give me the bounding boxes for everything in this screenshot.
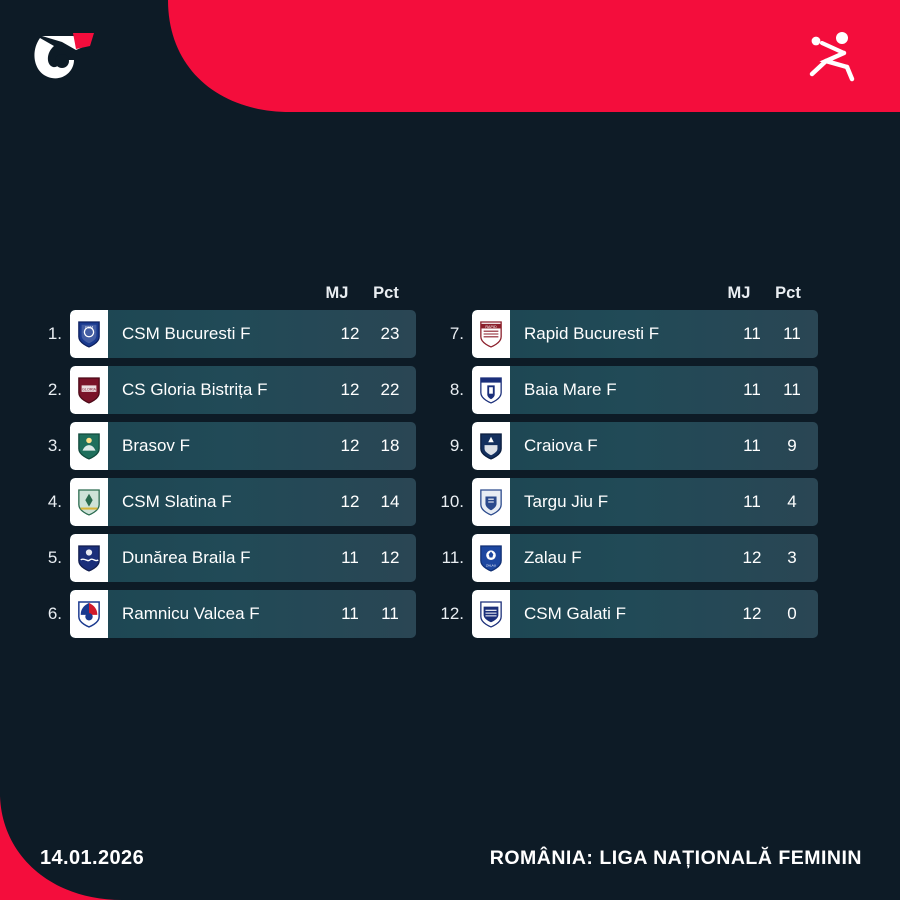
standings-column-right — [438, 280, 818, 646]
team-row-body[interactable] — [70, 366, 416, 414]
matches-played: 12 — [340, 492, 360, 511]
rank-label: 5. — [47, 548, 62, 567]
team-row-body[interactable] — [70, 590, 416, 638]
table-row[interactable] — [438, 534, 818, 582]
team-row-body[interactable] — [70, 534, 416, 582]
rank-label: 3. — [47, 436, 62, 455]
team-name: Brasov F — [122, 436, 191, 455]
crest-brasov — [70, 422, 108, 470]
matches-played: 11 — [743, 436, 761, 455]
rank-label: 7. — [449, 324, 464, 343]
flashscore-logo-icon — [32, 30, 96, 82]
table-row[interactable] — [36, 590, 416, 638]
team-name: Targu Jiu F — [524, 492, 609, 511]
team-row-body[interactable] — [472, 422, 818, 470]
points: 11 — [783, 380, 801, 399]
crest-baia-mare — [472, 366, 510, 414]
team-name: Baia Mare F — [524, 380, 617, 399]
rank-label: 9. — [449, 436, 464, 455]
points: 22 — [380, 380, 400, 399]
table-row[interactable] — [36, 422, 416, 470]
column-header-right — [438, 280, 818, 310]
team-name: CSM Bucuresti F — [122, 324, 251, 343]
points: 3 — [787, 548, 797, 567]
svg-text:CSM: CSM — [84, 325, 94, 330]
points: 11 — [381, 604, 399, 623]
rank-label: 6. — [47, 604, 62, 623]
team-row-body[interactable] — [70, 310, 416, 358]
crest-rapid-bucuresti — [472, 310, 510, 358]
table-row[interactable] — [438, 366, 818, 414]
team-name: Ramnicu Valcea F — [122, 604, 260, 623]
crest-ramnicu-valcea — [70, 590, 108, 638]
svg-text:GLORIA: GLORIA — [82, 387, 96, 392]
header-mj: MJ — [325, 284, 349, 302]
handball-player-icon — [802, 27, 860, 85]
table-row[interactable] — [36, 366, 416, 414]
team-name: Craiova F — [524, 436, 598, 455]
matches-played: 11 — [743, 492, 761, 511]
rank-label: 2. — [47, 380, 62, 399]
table-row[interactable] — [36, 478, 416, 526]
header-bar — [0, 0, 900, 112]
rank-label: 11. — [441, 548, 464, 567]
points: 18 — [380, 436, 400, 455]
crest-gloria-bistrita — [70, 366, 108, 414]
svg-text:ZALAU: ZALAU — [485, 563, 497, 568]
crest-csm-bucuresti — [70, 310, 108, 358]
points: 11 — [783, 324, 801, 343]
rank-label: 1. — [47, 324, 62, 343]
team-name: Zalau F — [524, 548, 582, 567]
table-row[interactable] — [438, 422, 818, 470]
crest-csm-galati — [472, 590, 510, 638]
matches-played: 12 — [340, 324, 360, 343]
table-row[interactable] — [438, 590, 818, 638]
matches-played: 11 — [341, 604, 359, 623]
crest-dunarea-braila — [70, 534, 108, 582]
rank-label: 4. — [47, 492, 62, 511]
header-pct: Pct — [373, 284, 399, 302]
match-date: 14.01.2026 — [40, 847, 145, 869]
footer-bar — [0, 792, 900, 900]
league-name: ROMÂNIA: LIGA NAȚIONALĂ FEMININ — [489, 847, 862, 869]
team-name: CSM Galati F — [524, 604, 627, 623]
standings-column-left — [36, 280, 416, 646]
crest-targu-jiu — [472, 478, 510, 526]
matches-played: 11 — [743, 380, 761, 399]
matches-played: 12 — [742, 604, 762, 623]
points: 4 — [787, 492, 797, 511]
table-row[interactable] — [438, 478, 818, 526]
matches-played: 12 — [742, 548, 762, 567]
team-row-body[interactable] — [472, 478, 818, 526]
team-name: Dunărea Braila F — [122, 548, 251, 567]
header-accent-shape — [0, 0, 900, 112]
matches-played: 11 — [341, 548, 359, 567]
team-name: Rapid Bucuresti F — [524, 324, 660, 343]
team-row-body[interactable] — [70, 478, 416, 526]
footer-accent-shape — [0, 792, 265, 900]
points: 14 — [380, 492, 400, 511]
team-row-body[interactable] — [472, 366, 818, 414]
points: 9 — [787, 436, 797, 455]
points: 12 — [380, 548, 400, 567]
svg-text:RAPID: RAPID — [485, 324, 497, 329]
header-pct: Pct — [775, 284, 801, 302]
table-row[interactable] — [438, 310, 818, 358]
crest-csm-slatina — [70, 478, 108, 526]
rank-label: 12. — [440, 604, 464, 623]
table-row[interactable] — [36, 534, 416, 582]
points: 0 — [787, 604, 797, 623]
team-row-body[interactable] — [70, 422, 416, 470]
table-row[interactable] — [36, 310, 416, 358]
matches-played: 12 — [340, 380, 360, 399]
points: 23 — [380, 324, 400, 343]
crest-craiova — [472, 422, 510, 470]
header-mj: MJ — [727, 284, 751, 302]
matches-played: 12 — [340, 436, 360, 455]
team-name: CS Gloria Bistrița F — [122, 380, 268, 399]
matches-played: 11 — [743, 324, 761, 343]
rank-label: 8. — [449, 380, 464, 399]
rank-label: 10. — [440, 492, 464, 511]
team-row-body[interactable] — [472, 310, 818, 358]
team-row-body[interactable] — [472, 534, 818, 582]
team-name: CSM Slatina F — [122, 492, 232, 511]
team-row-body[interactable] — [472, 590, 818, 638]
crest-zalau — [472, 534, 510, 582]
column-header-left — [36, 280, 416, 310]
